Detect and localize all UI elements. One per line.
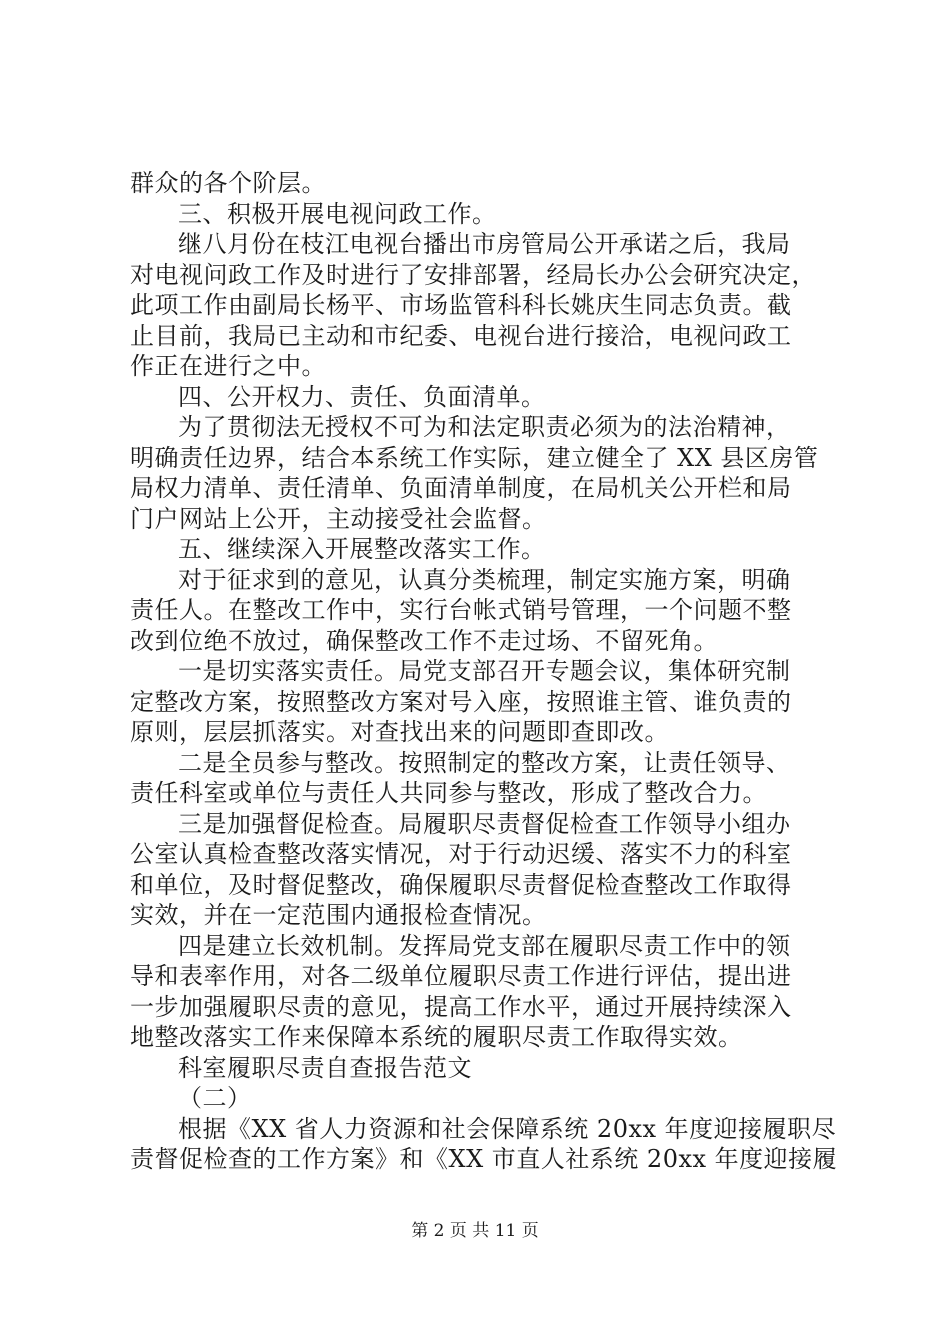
text-line: 作正在进行之中。 [130, 352, 326, 380]
text-line: 局权力清单、责任清单、负面清单制度，在局机关公开栏和局 [130, 474, 792, 502]
text-line: 此项工作由副局长杨平、市场监管科科长姚庆生同志负责。截 [130, 291, 792, 319]
text-line: 公室认真检查整改落实情况，对于行动迟缓、落实不力的科室 [130, 840, 792, 868]
text-line: 和单位，及时督促整改，确保履职尽责督促检查整改工作取得 [130, 870, 792, 899]
document-body [130, 168, 838, 1175]
text-line: 门户网站上公开，主动接受社会监督。 [130, 504, 547, 533]
text-line: 改到位绝不放过，确保整改工作不走过场、不留死角。 [130, 626, 718, 655]
text-line: 一步加强履职尽责的意见，提高工作水平，通过开展持续深入 [130, 992, 792, 1021]
text-line: 对于征求到的意见，认真分类梳理，制定实施方案，明确 [178, 565, 791, 594]
text-line: 地整改落实工作来保障本系统的履职尽责工作取得实效。 [130, 1023, 743, 1051]
text-line: 群众的各个阶层。 [130, 169, 326, 197]
text-line: 导和表率作用，对各二级单位履职尽责工作进行评估，提出进 [130, 962, 792, 990]
text-line: 实效，并在一定范围内通报检查情况。 [130, 901, 547, 929]
text-line: 三、积极开展电视问政工作。 [178, 199, 497, 228]
text-line: （二） [178, 1084, 252, 1112]
text-line: 责督促检查的工作方案》和《XX 市直人社系统 20xx 年度迎接履 [130, 1145, 838, 1173]
text-line: 四、公开权力、责任、负面清单。 [178, 382, 546, 411]
text-line: 原则，层层抓落实。对查找出来的问题即查即改。 [130, 718, 669, 746]
text-line: 对电视问政工作及时进行了安排部署，经局长办公会研究决定， [130, 260, 816, 289]
text-line: 二是全员参与整改。按照制定的整改方案，让责任领导、 [178, 748, 791, 777]
text-line: 三是加强督促检查。局履职尽责督促检查工作领导小组办 [178, 809, 791, 838]
text-line: 五、继续深入开展整改落实工作。 [178, 535, 546, 563]
text-line: 四是建立长效机制。发挥局党支部在履职尽责工作中的领 [178, 931, 791, 960]
text-line: 一是切实落实责任。局党支部召开专题会议，集体研究制 [178, 657, 791, 685]
text-line: 继八月份在枝江电视台播出市房管局公开承诺之后，我局 [178, 230, 791, 258]
text-line: 责任人。在整改工作中，实行台帐式销号管理，一个问题不整 [130, 596, 792, 624]
text-line: 明确责任边界，结合本系统工作实际，建立健全了 XX 县区房管 [130, 443, 819, 472]
text-line: 止目前，我局已主动和市纪委、电视台进行接洽，电视问政工 [130, 321, 792, 350]
text-line: 责任科室或单位与责任人共同参与整改，形成了整改合力。 [130, 779, 767, 807]
text-line: 根据《XX 省人力资源和社会保障系统 20xx 年度迎接履职尽 [178, 1114, 837, 1143]
text-line: 定整改方案，按照整改方案对号入座，按照谁主管、谁负责的 [130, 687, 792, 716]
text-line: 为了贯彻法无授权不可为和法定职责必须为的法治精神， [178, 413, 791, 441]
page-footer: 第 2 页 共 11 页 [411, 1221, 539, 1241]
text-line: 科室履职尽责自查报告范文 [178, 1053, 472, 1082]
